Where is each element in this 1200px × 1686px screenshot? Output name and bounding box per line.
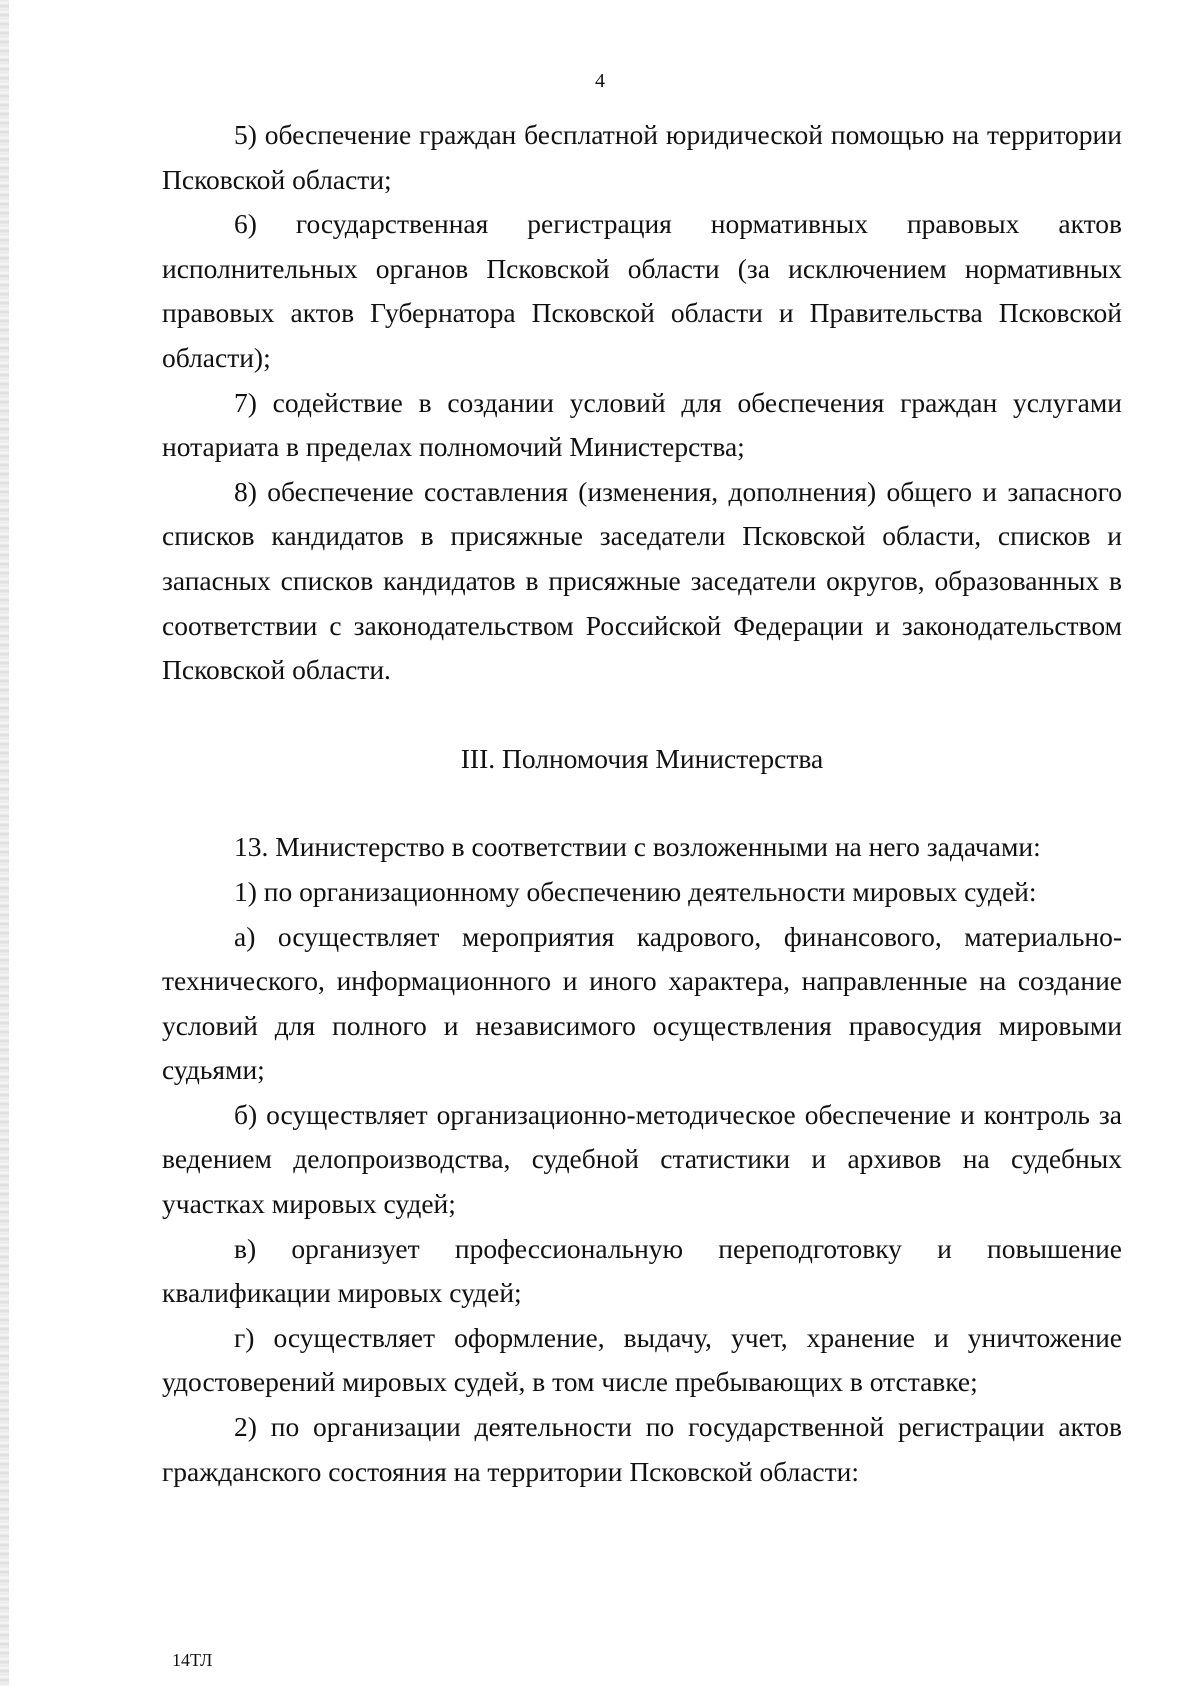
scan-edge-artifact <box>0 0 9 1686</box>
paragraph-item-7: 7) содействие в создании условий для обеспечения граждан услугами нотариата в пределах полномочий Министерства; <box>162 386 1122 463</box>
subitem-b: б) осуществляет организационно-методическое обеспечение и контроль за ведением делопроизводства, судебной статистики и архивов на судебных участках мировых судей; <box>162 1098 1122 1220</box>
paragraph-item-5: 5) обеспечение граждан бесплатной юридической помощью на территории Псковской области; <box>162 119 1122 195</box>
paragraph-item-6: 6) государственная регистрация нормативных правовых актов исполнительных органов Псковской области (за исключением нормативных правовых актов Губернатора Псковской области и Правительства Псковской области); <box>162 208 1122 373</box>
section-heading: III. Полномочия Министерства <box>460 742 824 774</box>
subitem-v: в) организует профессиональную переподготовку и повышение квалификации мировых судей; <box>162 1232 1122 1309</box>
page-number: 4 <box>595 70 605 92</box>
subitem-a: а) осуществляет мероприятия кадрового, финансового, материально-технического, информационного и иного характера, направленные на создание условий для полного и независимого осуществления правосудия мировыми судьями; <box>162 920 1122 1086</box>
footer-code: 14ТЛ <box>172 1650 213 1670</box>
subitem-g: г) осуществляет оформление, выдачу, учет, хранение и уничтожение удостоверений мировых судей, в том числе пребывающих в отставке; <box>162 1321 1122 1398</box>
subsection-2: 2) по организации деятельности по государственной регистрации актов гражданского состояния на территории Псковской области: <box>162 1411 1122 1487</box>
paragraph-13: 13. Министерство в соответствии с возложенными на него задачами: <box>234 831 1041 863</box>
document-body <box>162 113 1122 1494</box>
paragraph-item-8: 8) обеспечение составления (изменения, дополнения) общего и запасного списков кандидатов в присяжные заседатели Псковской области, списков и запасных списков кандидатов в присяжные заседатели округов, образованных в соответствии с законодательством Российской Федерации и законодательством Псковской области. <box>162 475 1122 686</box>
subsection-1: 1) по организационному обеспечению деятельности мировых судей: <box>234 875 1037 907</box>
